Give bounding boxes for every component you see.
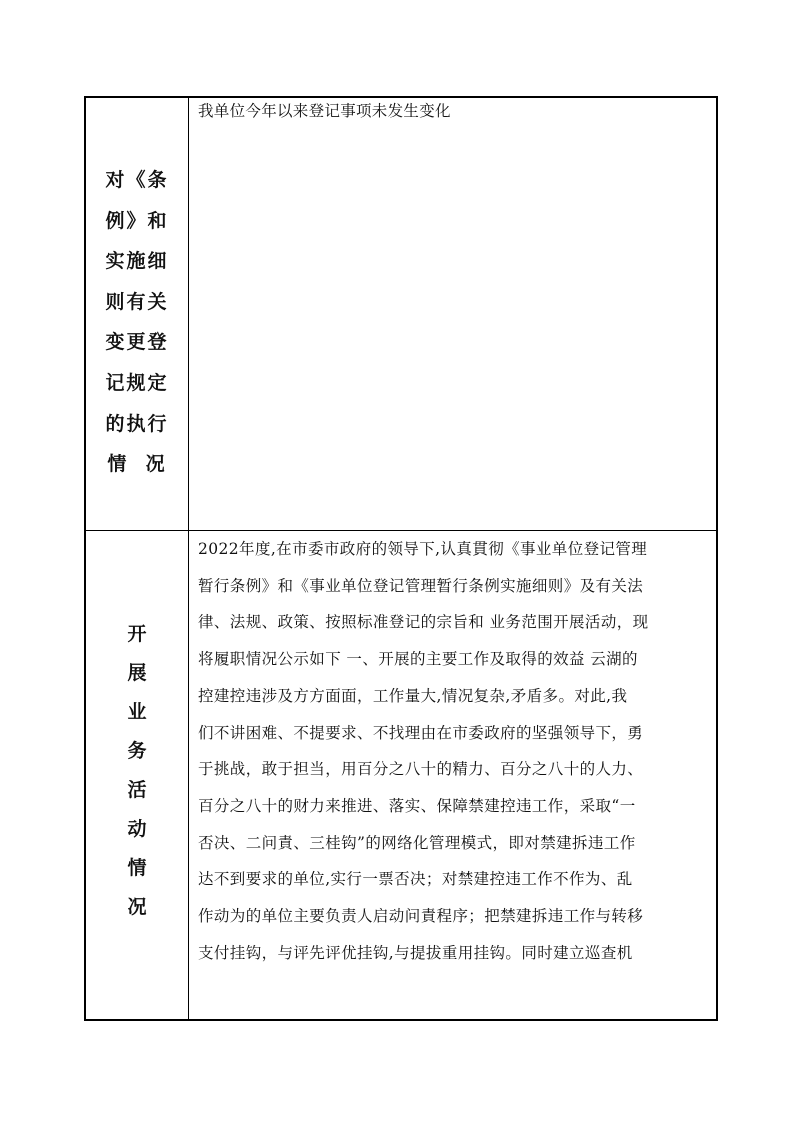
label-line: 例》和 (105, 209, 169, 232)
text-line: 2022年度,在市委市政府的领导下,认真貫彻《事业单位登记管理 (198, 540, 648, 558)
text-line: 暂行条例》和《事业单位登记管理暂行条例实施细则》及有关法 (198, 576, 644, 595)
text-line: 支付挂钩，与评先评优挂钩,与提拔重用挂钩。同时建立巡查机 (198, 943, 633, 962)
label-line: 的执行 (105, 412, 169, 435)
registration-change-label (86, 160, 188, 485)
registration-change-content-cell (189, 98, 716, 530)
business-activities-text (198, 531, 710, 971)
business-activities-label (86, 615, 188, 927)
label-line: 则有关 (105, 290, 169, 313)
label-line: 情 况 (107, 453, 167, 476)
label-line: 对《条 (105, 169, 169, 191)
label-char: 务 (127, 740, 147, 762)
text-line: 律、法规、政策、按照标准登记的宗旨和 业务范围开展活动，现 (198, 613, 649, 632)
registration-change-label-cell (86, 98, 189, 530)
text-line: 将履职情况公示如下 一、开展的主要工作及取得的效益 云湖的 (198, 650, 638, 669)
text-line: 百分之八十的财力来推进、落实、保障禁建控违工作，采取“一 (198, 796, 636, 815)
business-activities-row (86, 531, 716, 1019)
label-char: 情 (127, 857, 147, 879)
label-char: 业 (127, 701, 147, 723)
text-line: 控建控违涉及方方面面，工作量大,情况复杂,矛盾多。对此,我 (198, 686, 628, 705)
label-line: 记规定 (105, 371, 169, 394)
label-line: 实施细 (105, 250, 169, 273)
text-line: 于挑战，敢于担当，用百分之八十的精力、百分之八十的人力、 (198, 760, 644, 779)
business-activities-content-cell (189, 531, 716, 1019)
label-char: 活 (127, 779, 147, 801)
business-activities-label-cell (86, 531, 189, 1019)
label-line: 变更登 (105, 331, 169, 354)
registration-change-row (86, 98, 716, 531)
report-table (84, 96, 718, 1021)
label-char: 开 (127, 623, 147, 645)
label-char: 动 (127, 818, 147, 840)
label-char: 展 (127, 662, 147, 684)
label-char: 况 (127, 896, 147, 918)
registration-change-text: 我单位今年以来登记事项未发生变化 (198, 102, 451, 120)
text-line: 作动为的单位主要负责人启动问責程序；把禁建拆违工作与转移 (198, 907, 644, 926)
text-line: 达不到要求的单位,实行一票否决；对禁建控违工作不作为、乱 (198, 870, 633, 889)
text-line: 否决、二问責、三桂钩”的网络化管理模式，即对禁建拆违工作 (198, 833, 636, 852)
text-line: 们不讲困难、不提要求、不找理由在市委政府的坚强领导下，勇 (198, 723, 644, 742)
